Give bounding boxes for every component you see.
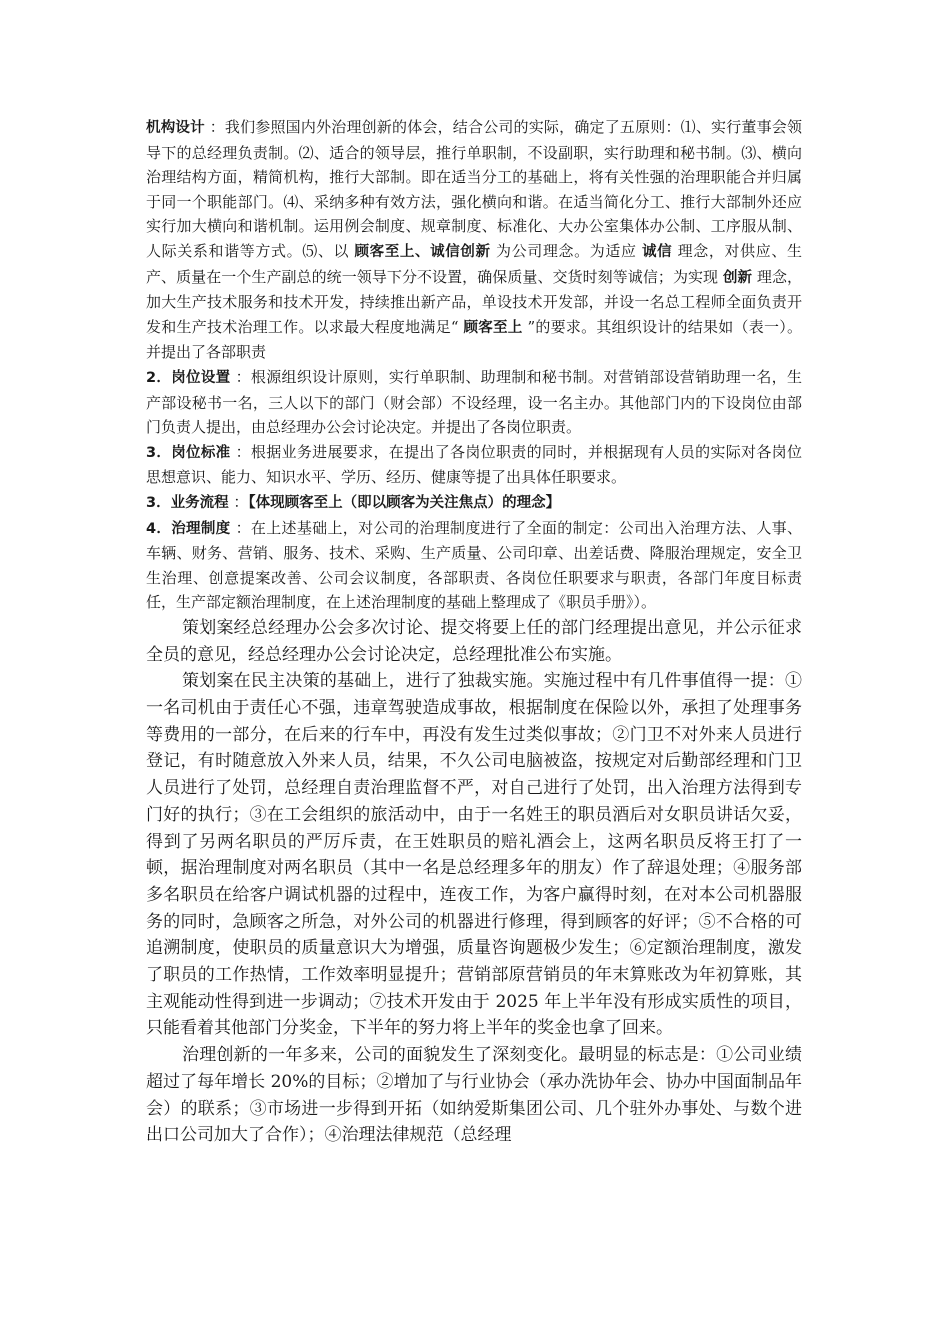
section-text: ：在上述基础上，对公司的治理制度进行了全面的制定：公司出入治理方法、人事、车辆、财务、营销、服务、技术、采购、生产质量、公司印章、出差话费、降服治理规定，安全卫生治理、创意提案改善、公司会议制度，各部职责、各岗位任职要求与职责，各部门年度目标责任，生产部定额治理制度，在上述治理制度的基础上整理成了《职员手册》）。 [146, 518, 802, 612]
section-text: ：根据业务进展要求，在提出了各岗位职责的同时，并根据现有人员的实际对各岗位思想意识、能力、知识水平、学历、经历、健康等提了出具体任职要求。 [146, 442, 802, 487]
section-management-system [146, 516, 802, 615]
section-org-design [146, 115, 802, 365]
section-business-flow [146, 490, 802, 516]
highlight-text: 顾客至上、诚信创新 [354, 243, 491, 260]
section-text: ”的要求。其组织设计的结果如（表一）。并提出了各部职责 [146, 317, 802, 362]
highlight-text: 创新 [722, 269, 753, 286]
section-text: ： [228, 492, 249, 511]
section-post-setup [146, 365, 802, 440]
section-text: 为公司理念。为适应 [490, 241, 642, 260]
section-post-standard [146, 440, 802, 490]
section-heading: 3．岗位标准 [146, 444, 231, 461]
section-text: 理念，对供应、生产、质量在一个生产副总的统一领导下分不设置，确保质量、交货时刻等诚信；为实现 [146, 241, 802, 286]
highlight-text: 【体现顾客至上（即以顾客为关注焦点）的理念】 [248, 494, 561, 511]
section-text: 理念，加大生产技术服务和技术开发，持续推出新产品，单设技术开发部，并设一名总工程师全面负责开发和生产技术治理工作。以求最大程度地满足“ [146, 267, 802, 336]
body-paragraph: 策划案在民主决策的基础上，进行了独裁实施。实施过程中有几件事值得一提：①一名司机由于责任心不强，违章驾驶造成事故，根据制度在保险以外，承担了处理事务等费用的一部分，在后来的行车中，再没有发生过类似事故；②门卫不对外来人员进行登记，有时随意放入外来人员，结果，不久公司电脑被盗，按规定对后勤部经理和门卫人员进行了处罚，总经理自责治理监督不严，对自己进行了处罚，出入治理方法得到专门好的执行；③在工会组织的旅活动中，由于一名姓王的职员酒后对女职员讲话欠妥，得到了另两名职员的严厉斥责，在王姓职员的赔礼酒会上，这两名职员反将王打了一顿，据治理制度对两名职员（其中一名是总经理多年的朋友）作了辞退处理；④服务部多名职员在给客户调试机器的过程中，连夜工作，为客户赢得时刻，在对本公司机器服务的同时，急顾客之所急，对外公司的机器进行修理，得到顾客的好评；⑤不合格的可追溯制度，使职员的质量意识大为增强，质量咨询题极少发生；⑥定额治理制度，激发了职员的工作热情，工作效率明显提升；营销部原营销员的年末算账改为年初算账，其主观能动性得到进一步调动；⑦技术开发由于 2025 年上半年没有形成实质性的项目，只能看着其他部门分奖金，下半年的努力将上半年的奖金也拿了回来。 [146, 671, 802, 1039]
section-heading: 2．岗位设置 [146, 369, 231, 386]
section-heading: 机构设计 [146, 120, 205, 136]
section-text: ：根源组织设计原则，实行单职制、助理制和秘书制。对营销部设营销助理一名，生产部设秘书一名，三人以下的部门（财会部）不设经理，设一名主办。其他部门内的下设岗位由部门负责人提出，由总经理办公会讨论决定。并提出了各岗位职责。 [146, 367, 802, 437]
highlight-text: 诚信 [642, 243, 673, 260]
section-heading: 3．业务流程 [146, 494, 229, 511]
body-paragraph: 治理创新的一年多来，公司的面貌发生了深刻变化。最明显的标志是：①公司业绩超过了每年增长 20%的目标；②增加了与行业协会（承办洗协年会、协办中国面制品年会）的联系；③市场进一步得到开拓（如纳爱斯集团公司、几个驻外办事处、与数个进出口公司加大了合作）；④治理法律规范（总经理 [146, 1045, 802, 1146]
body-paragraph: 策划案经总经理办公会多次讨论、提交将要上任的部门经理提出意见，并公示征求全员的意见，经总经理办公会讨论决定，总经理批准公布实施。 [146, 617, 802, 665]
highlight-text: 顾客至上 [463, 319, 523, 336]
section-heading: 4．治理制度 [146, 520, 231, 537]
section-text: ：我们参照国内外治理创新的体会，结合公司的实际，确定了五原则：⑴、实行董事会领导下的总经理负责制。⑵、适合的领导层，推行单职制，不设副职，实行助理和秘书制。⑶、横向治理结构方面，精简机构，推行大部制。即在适当分工的基础上，将有关性强的治理职能合并归属于同一个职能部门。⑷、采纳多种有效方法，强化横向和谐。在适当简化分工、推行大部制外还应实行加大横向和谐机制。运用例会制度、规章制度、标准化、大办公室集体办公制、工序服从制、人际关系和谐等方式。⑸、以 [146, 118, 802, 260]
